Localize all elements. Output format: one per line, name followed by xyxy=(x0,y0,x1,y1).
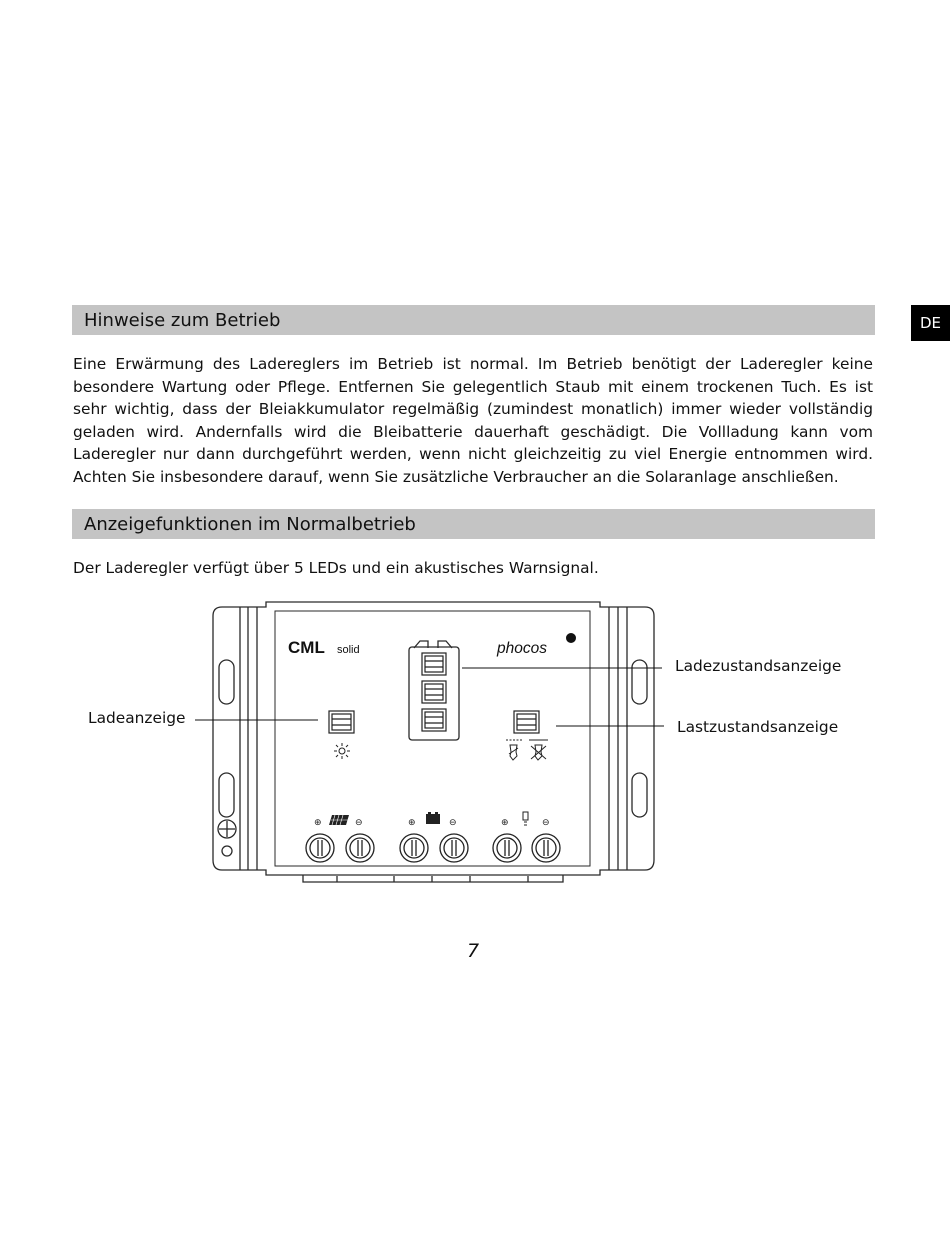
battery-plus-label: ⊕ xyxy=(408,818,416,828)
language-tab: DE xyxy=(911,305,950,341)
section-heading-operation: Hinweise zum Betrieb xyxy=(72,305,875,335)
led-battery-state-middle xyxy=(422,681,446,703)
solar-minus-label: ⊖ xyxy=(355,818,363,828)
load-plus-label: ⊕ xyxy=(501,818,509,828)
load-bulb-icon xyxy=(523,812,528,825)
callout-ladezustandsanzeige: Ladezustandsanzeige xyxy=(675,657,842,675)
paragraph-line: Eine Erwärmung des Ladereglers im Betrieb ist normal. Im Betrieb benötigt der Laderegler keine xyxy=(73,355,873,373)
paragraph-line: Laderegler nur dann durchgeführt werden, wenn nicht gleichzeitig zu viel Energie entnommen wird. xyxy=(73,445,873,464)
terminal-solar-minus xyxy=(346,834,374,862)
callout-lastzustandsanzeige: Lastzustandsanzeige xyxy=(677,718,839,736)
paragraph-line: besondere Wartung oder Pflege. Entfernen Sie gelegentlich Staub mit einem trockenen Tuch. Es ist xyxy=(73,377,873,396)
terminal-battery-plus xyxy=(400,834,428,862)
load-minus-label: ⊖ xyxy=(542,818,550,828)
terminal-battery-minus xyxy=(440,834,468,862)
solar-panel-icon xyxy=(329,815,349,825)
bulb-on-icon xyxy=(506,740,522,760)
led-charging xyxy=(329,711,354,733)
brand-solid: solid xyxy=(337,644,360,656)
bulb-off-icon xyxy=(529,740,548,760)
page-number: 7 xyxy=(466,940,480,962)
battery-minus-label: ⊖ xyxy=(449,818,457,828)
brand-cml: CML xyxy=(288,638,325,657)
led-battery-state-top xyxy=(422,653,446,675)
brand-phocos: phocos xyxy=(497,640,547,657)
battery-icon xyxy=(426,812,440,824)
paragraph-line: sehr wichtig, dass der Bleiakkumulator regelmäßig (zumindest monatlich) immer wieder vollständig xyxy=(73,400,873,419)
led-load-state xyxy=(514,711,539,733)
phocos-logo xyxy=(496,633,576,657)
terminal-solar-plus xyxy=(306,834,334,862)
paragraph-line: Achten Sie insbesondere darauf, wenn Sie zusätzliche Verbraucher an die Solaranlage anschließen. xyxy=(73,467,839,486)
section-heading-display-functions: Anzeigefunktionen im Normalbetrieb xyxy=(72,509,875,539)
terminal-load-minus xyxy=(532,834,560,862)
callout-ladeanzeige: Ladeanzeige xyxy=(88,709,186,727)
paragraph-line: Der Laderegler verfügt über 5 LEDs und ein akustisches Warnsignal. xyxy=(73,559,599,577)
paragraph-line: geladen wird. Andernfalls wird die Bleibatterie dauerhaft geschädigt. Die Vollladung kann vom xyxy=(73,422,873,441)
sun-icon xyxy=(334,743,350,759)
solar-plus-label: ⊕ xyxy=(314,818,322,828)
terminal-load-plus xyxy=(493,834,521,862)
led-battery-state-bottom xyxy=(422,709,446,731)
cml-solid-logo xyxy=(288,638,360,657)
